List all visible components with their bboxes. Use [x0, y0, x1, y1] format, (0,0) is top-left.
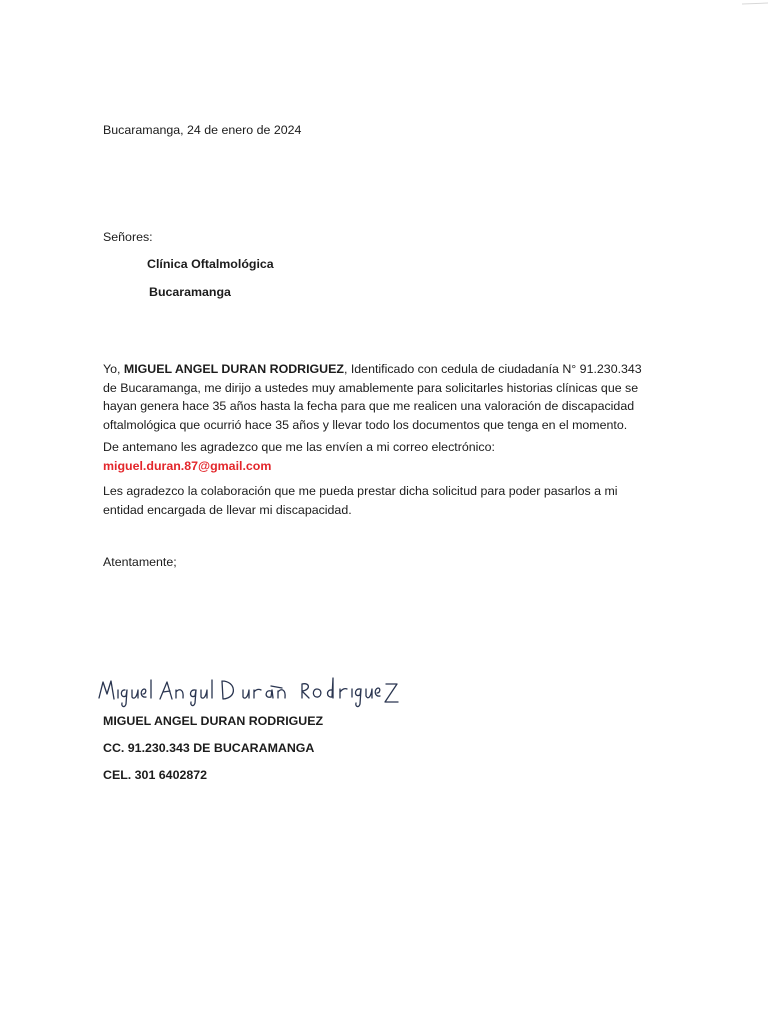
body-p1-prefix: Yo, — [103, 362, 124, 376]
signer-id: CC. 91.230.343 DE BUCARAMANGA — [103, 741, 315, 755]
place-date: Bucaramanga, 24 de enero de 2024 — [103, 123, 302, 137]
scan-corner-mark — [742, 0, 768, 12]
body-p1-rest: , Identificado con cedula de ciudadanía N° 91.230.343 de Bucaramanga, me dirijo a ustedes muy amablemente para solicitarles historias clínicas que se hayan genera hace 35 años hasta la fecha para que me realicen una valoración de discapacidad oftalmológica que ocurrió hace 35 años y llevar todo los documentos que tenga en el momento. — [103, 362, 642, 432]
body-p2-text: De antemano les agradezco que me las envíen a mi correo electrónico: — [103, 440, 495, 454]
salutation: Señores: — [103, 230, 153, 244]
handwritten-signature — [96, 672, 468, 712]
body-p1-name: MIGUEL ANGEL DURAN RODRIGUEZ — [123, 362, 344, 376]
body-paragraph-1 — [103, 360, 648, 434]
email-address: miguel.duran.87@gmail.com — [103, 458, 272, 473]
signer-name: MIGUEL ANGEL DURAN RODRIGUEZ — [103, 714, 324, 728]
signer-phone: CEL. 301 6402872 — [103, 768, 208, 782]
recipient-city: Bucaramanga — [149, 285, 231, 299]
body-paragraph-3: Les agradezco la colaboración que me pueda prestar dicha solicitud para poder pasarlos a mi entidad encargada de llevar mi discapacidad. — [103, 484, 618, 517]
recipient-name: Clínica Oftalmológica — [147, 257, 274, 271]
body-paragraph-2 — [103, 438, 648, 475]
closing: Atentamente; — [103, 555, 177, 569]
